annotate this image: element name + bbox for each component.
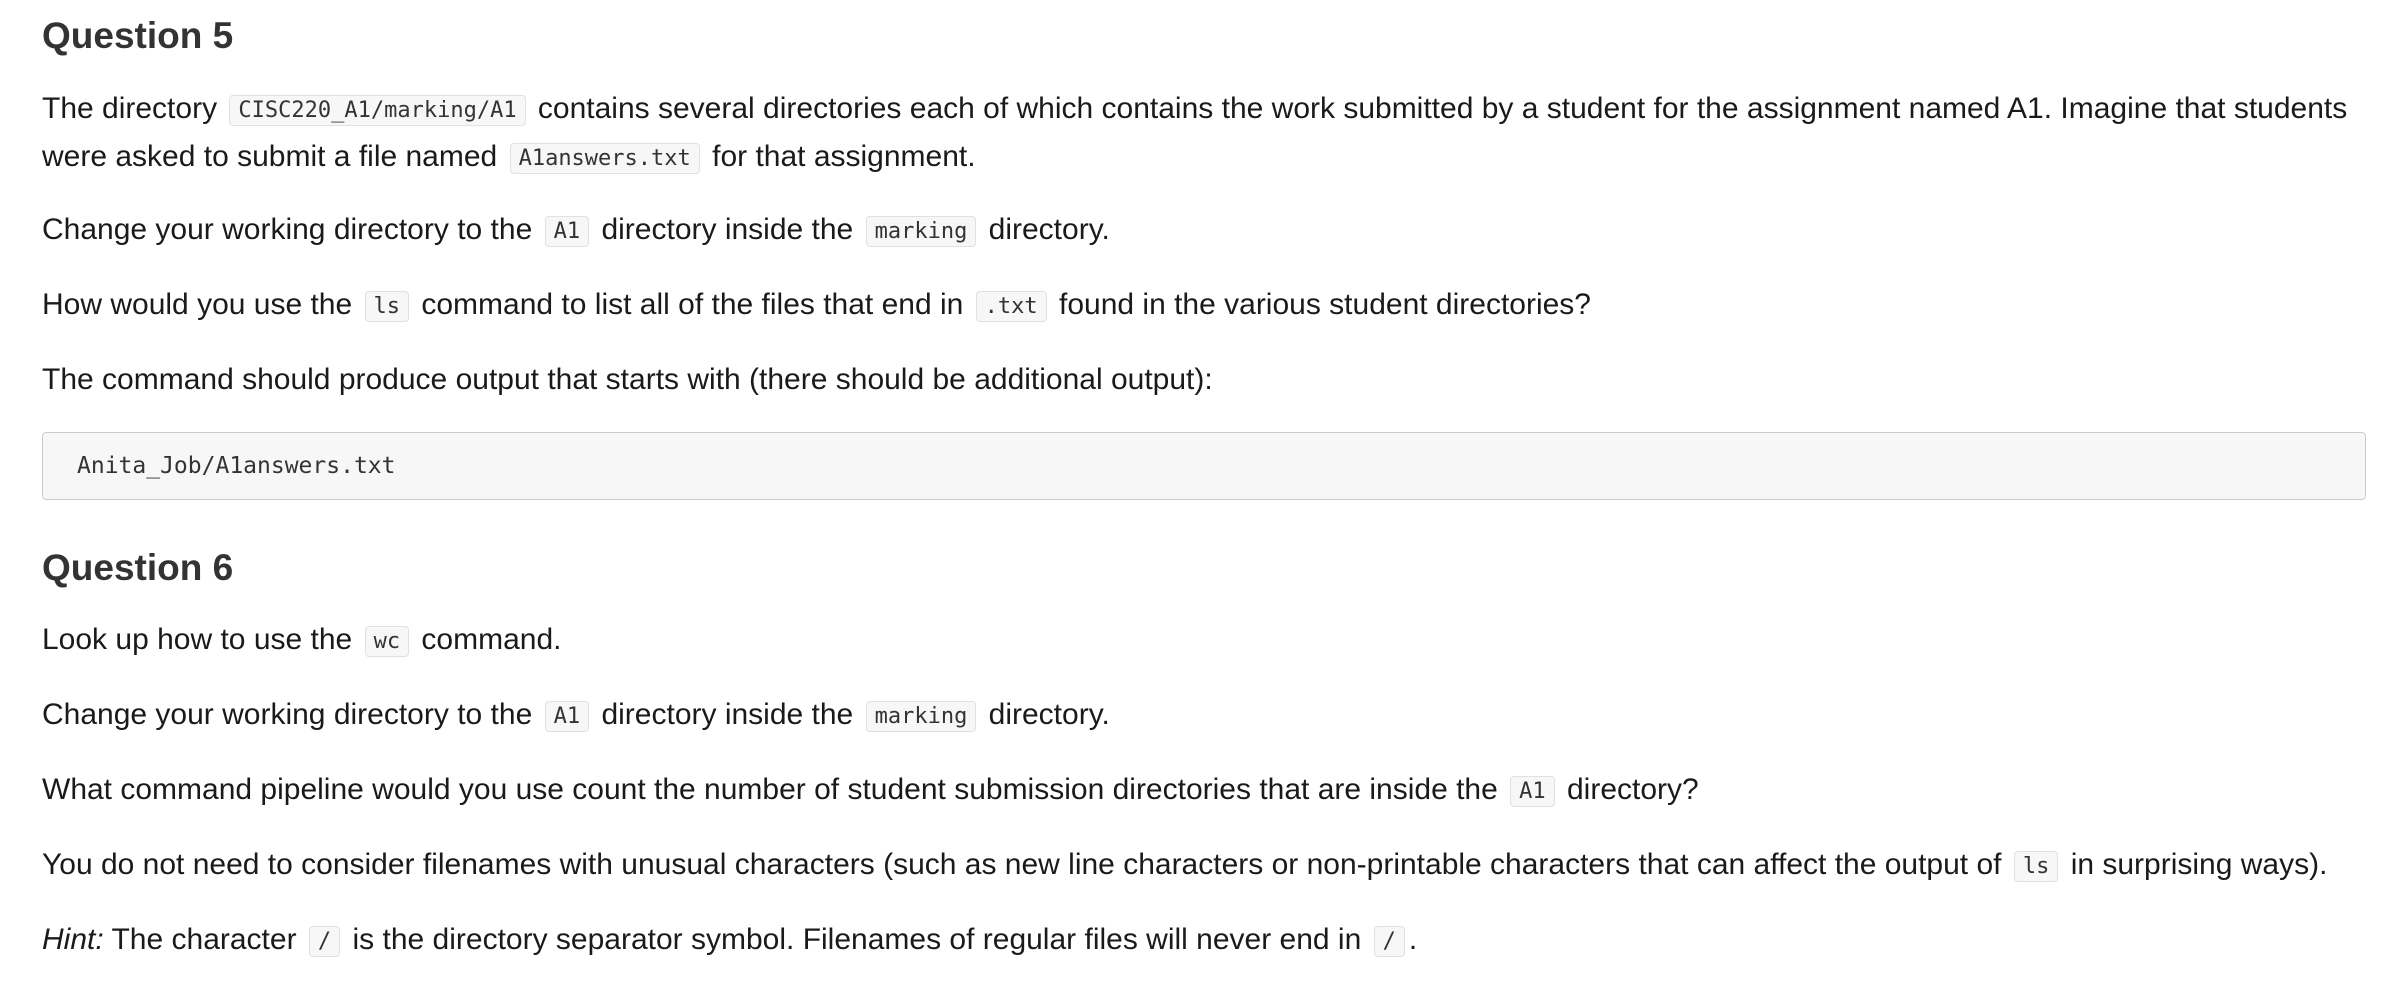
- question-6-heading: Question 6: [42, 547, 234, 588]
- q5-paragraph-directory: [42, 86, 2366, 182]
- inline-code-wc: wc: [365, 626, 410, 657]
- inline-code-path: CISC220_A1/marking/A1: [229, 95, 525, 126]
- question-5-heading: Question 5: [42, 15, 234, 56]
- text: Change your working directory to the: [42, 213, 533, 246]
- inline-code-ls: ls: [2014, 851, 2059, 882]
- inline-code-a1: A1: [545, 216, 590, 247]
- text: directory.: [988, 698, 1110, 731]
- text: directory?: [1567, 773, 1699, 806]
- inline-code-marking: marking: [866, 216, 977, 247]
- text: You do not need to consider filenames with unusual characters (such as new line characters or non-printable characters that can affect the output of: [42, 848, 2002, 881]
- text: .: [1408, 923, 1418, 956]
- inline-code-slash: /: [1374, 926, 1405, 957]
- text: for that assignment.: [712, 140, 976, 173]
- q6-paragraph-hint: [42, 917, 1417, 965]
- inline-code-a1: A1: [1510, 776, 1555, 807]
- inline-code-filename: A1answers.txt: [510, 143, 700, 174]
- text: What command pipeline would you use count the number of student submission directories that are inside the: [42, 773, 1498, 806]
- inline-code-slash: /: [309, 926, 340, 957]
- inline-code-a1: A1: [545, 701, 590, 732]
- inline-code-marking: marking: [866, 701, 977, 732]
- code-block-output: Anita_Job/A1answers.txt: [42, 432, 2366, 500]
- text: command.: [421, 623, 562, 656]
- text: contains several directories each of which contains the work submitted by a student for the assignment named A1. Imagine that students were asked to submit a file named: [42, 92, 2348, 173]
- inline-code-ls: ls: [365, 291, 410, 322]
- text: found in the various student directories?: [1059, 288, 1591, 321]
- text: The character: [111, 923, 297, 956]
- q5-paragraph-change-dir: [42, 207, 1110, 255]
- text: Change your working directory to the: [42, 698, 533, 731]
- q6-paragraph-pipeline-question: [42, 767, 1699, 815]
- q5-paragraph-output-note: The command should produce output that starts with (there should be additional output):: [42, 363, 1213, 396]
- text: command to list all of the files that end in: [421, 288, 964, 321]
- text: directory inside the: [601, 213, 854, 246]
- q5-paragraph-ls-question: [42, 282, 1591, 330]
- text: The directory: [42, 92, 218, 125]
- text: How would you use the: [42, 288, 353, 321]
- q6-paragraph-change-dir: [42, 692, 1110, 740]
- q6-paragraph-filenames-note: [42, 842, 2327, 890]
- hint-label: Hint:: [42, 923, 104, 956]
- text: is the directory separator symbol. Filenames of regular files will never end in: [352, 923, 1362, 956]
- text: in surprising ways).: [2070, 848, 2328, 881]
- text: directory.: [988, 213, 1110, 246]
- inline-code-txt: .txt: [976, 291, 1047, 322]
- text: directory inside the: [601, 698, 854, 731]
- text: Look up how to use the: [42, 623, 353, 656]
- q6-paragraph-wc: [42, 617, 561, 665]
